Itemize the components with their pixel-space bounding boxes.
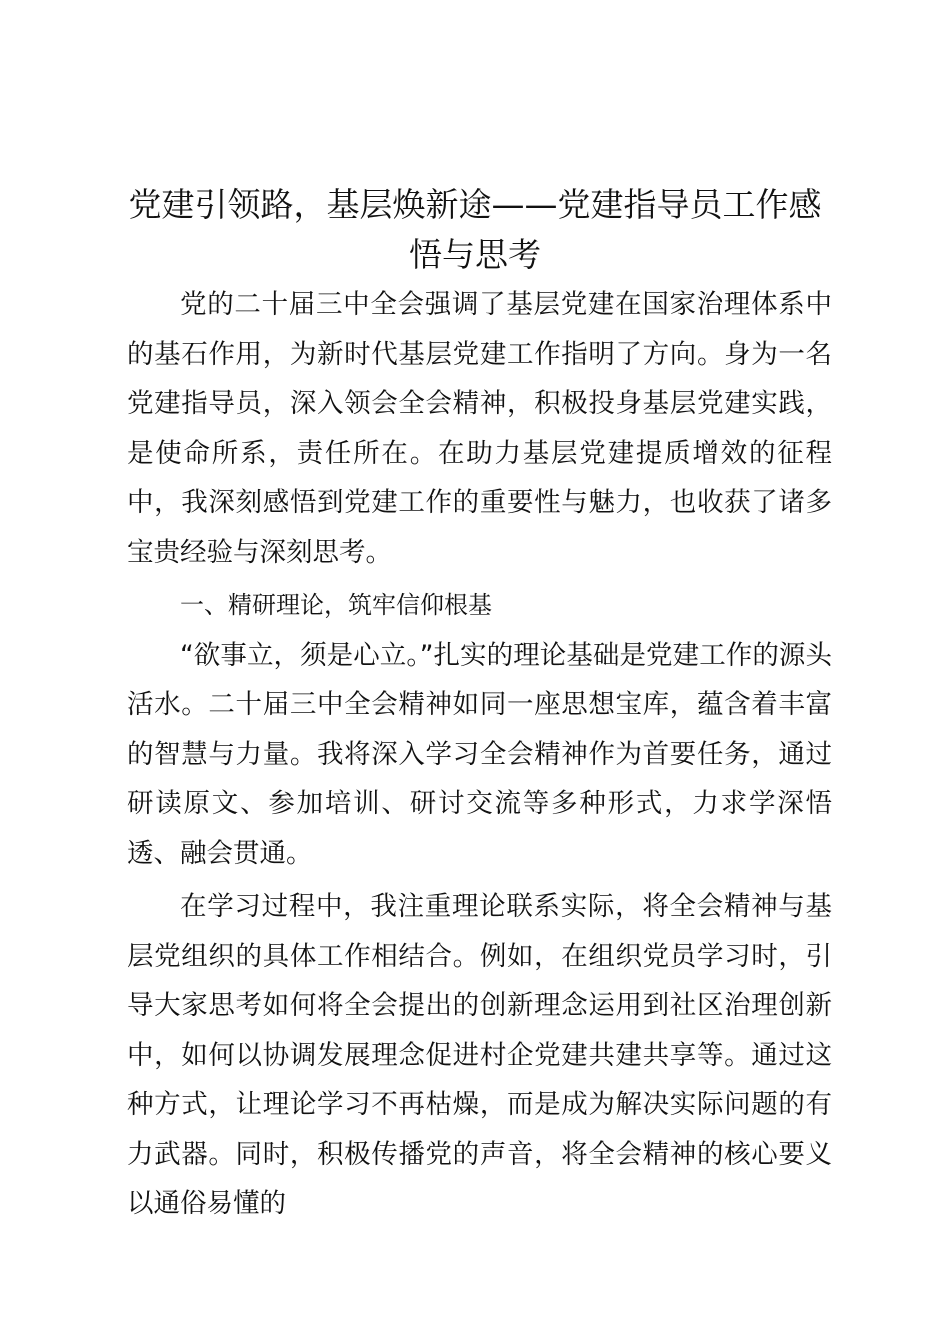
section-paragraph-2: 在学习过程中，我注重理论联系实际，将全会精神与基层党组织的具体工作相结合。例如，在组织党员学习时，引导大家思考如何将全会提出的创新理念运用到社区治理创新中，如何以协调发展理念促进村企党建共建共享等。通过这种方式，让理论学习不再枯燥，而是成为解决实际问题的有力武器。同时，积极传播党的声音，将全会精神的核心要义以通俗易懂的 bbox=[127, 891, 832, 1219]
section-heading: 一、精研理论，筑牢信仰根基 bbox=[180, 591, 492, 619]
section-paragraph-1: “欲事立，须是心立。”扎实的理论基础是党建工作的源头活水。二十届三中全会精神如同一座思想宝库，蕴含着丰富的智慧与力量。我将深入学习全会精神作为首要任务，通过研读原文、参加培训、研讨交流等多种形式，力求学深悟透、融会贯通。 bbox=[127, 639, 832, 869]
document-title: 党建引领路，基层焕新途——党建指导员工作感悟与思考 bbox=[128, 185, 822, 274]
document-body bbox=[127, 280, 832, 1229]
intro-paragraph: 党的二十届三中全会强调了基层党建在国家治理体系中的基石作用，为新时代基层党建工作指明了方向。身为一名党建指导员，深入领会全会精神，积极投身基层党建实践，是使命所系，责任所在。在助力基层党建提质增效的征程中，我深刻感悟到党建工作的重要性与魅力，也收获了诸多宝贵经验与深刻思考。 bbox=[127, 289, 832, 568]
